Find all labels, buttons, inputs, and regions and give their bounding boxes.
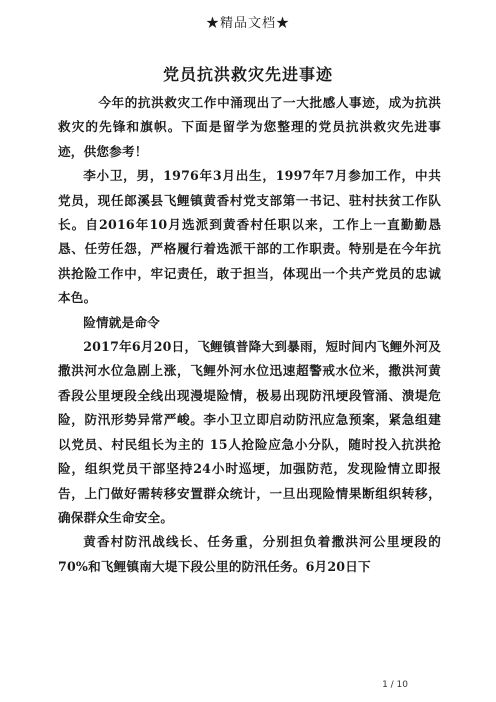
paragraph-profile: 李小卫，男，1976年3月出生，1997年7月参加工作，中共党员，现任郎溪县飞鲤镇黄香村党支部第一书记、驻村扶贫工作队长。自2016年10月选派到黄香村任职以来，工作上一直勤勤恳恳、任劳任怨，严格履行着选派干部的工作职责。特别是在今年抗洪抢险工作中，牢记责任，敢于担当，体现出一个共产党员的忠诚本色。 xyxy=(58,168,441,306)
paragraph-flood-event: 2017年6月20日，飞鲤镇普降大到暴雨，短时间内飞鲤外河及撒洪河水位急剧上涨，飞鲤外河水位迅速超警戒水位米，撒洪河黄香段公里埂段全线出现漫堤险情，极易出现防汛埂段管涌、溃堤危险，防汛形势异常严峻。李小卫立即启动防汛应急预案，紧急组建以党员、村民组长为主的 15人抢险应急小分队，随时投入抗洪抢险，组织党员干部坚持24小时巡埂，加强防范，发现险情立即报告，上门做好需转移安置群众统计，一旦出现险情果断组织转移，确保群众生命安全。 xyxy=(58,339,441,525)
paragraph-intro: 今年的抗洪救灾工作中涌现出了一大批感人事迹，成为抗洪救灾的先锋和旗帜。下面是留学为您整理的党员抗洪救灾先进事迹，供您参考！ xyxy=(58,95,441,159)
page-number: 1 / 10 xyxy=(382,680,408,690)
page-header: ★精品文档★ xyxy=(205,16,290,31)
document-body xyxy=(58,91,441,579)
paragraph-defense-line: 黄香村防汛战线长、任务重，分别担负着撒洪河公里埂段的70%和飞鲤镇南大堤下段公里的防汛任务。6月20日下 xyxy=(58,534,441,574)
document-title: 党员抗洪救灾先进事迹 xyxy=(162,65,333,84)
section-heading: 险情就是命令 xyxy=(83,314,160,330)
